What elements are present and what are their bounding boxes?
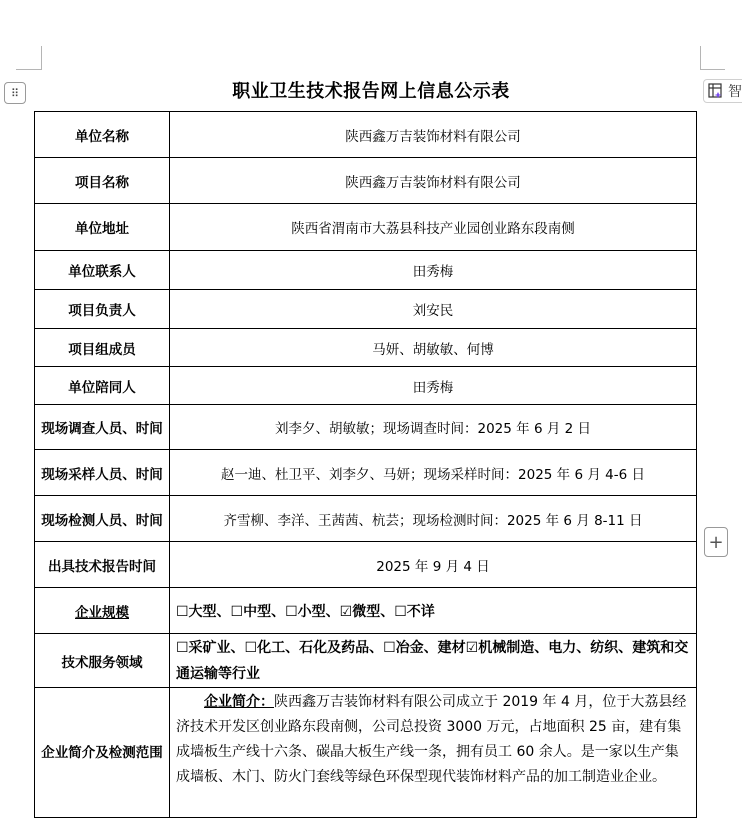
row-label: 项目组成员: [35, 329, 170, 367]
info-table: [34, 111, 697, 818]
page-corner-mark: [700, 69, 725, 70]
row-label: 单位陪同人: [35, 367, 170, 405]
enterprise-intro[interactable]: [170, 688, 697, 818]
row-value[interactable]: 赵一迪、杜卫平、刘李夕、马妍；现场采样时间：2025 年 6 月 4-6 日: [170, 450, 697, 496]
table-row: [35, 367, 697, 405]
drag-dots-icon: ⠿: [10, 86, 20, 100]
page-corner-mark: [16, 69, 41, 70]
row-value[interactable]: 刘安民: [170, 290, 697, 329]
row-label: 技术服务领域: [35, 634, 170, 688]
row-label: 出具技术报告时间: [35, 542, 170, 588]
row-value[interactable]: 陕西鑫万吉装饰材料有限公司: [170, 112, 697, 158]
row-label-text: 企业规模: [75, 604, 129, 621]
table-row: [35, 496, 697, 542]
row-label: 现场调查人员、时间: [35, 405, 170, 450]
table-row: [35, 112, 697, 158]
table-row: [35, 634, 697, 688]
row-label: 单位地址: [35, 204, 170, 251]
row-value[interactable]: 陕西鑫万吉装饰材料有限公司: [170, 158, 697, 204]
table-row: [35, 251, 697, 290]
enterprise-scale-options[interactable]: ☐大型、☐中型、☐小型、☑微型、☐不详: [170, 588, 697, 634]
row-value[interactable]: 马妍、胡敏敏、何博: [170, 329, 697, 367]
row-label-text: 企业简介及检测范围: [41, 744, 163, 761]
table-row: [35, 405, 697, 450]
table-row: [35, 158, 697, 204]
row-value[interactable]: 田秀梅: [170, 367, 697, 405]
row-value[interactable]: 刘李夕、胡敏敏；现场调查时间：2025 年 6 月 2 日: [170, 405, 697, 450]
table-row: [35, 688, 697, 818]
row-label: 单位名称: [35, 112, 170, 158]
row-value[interactable]: 田秀梅: [170, 251, 697, 290]
row-label: 现场采样人员、时间: [35, 450, 170, 496]
page-corner-mark: [41, 46, 42, 70]
table-row: [35, 329, 697, 367]
row-label: 单位联系人: [35, 251, 170, 290]
row-value[interactable]: 2025 年 9 月 4 日: [170, 542, 697, 588]
row-label: 现场检测人员、时间: [35, 496, 170, 542]
row-label: 项目负责人: [35, 290, 170, 329]
intro-lead: 企业简介：: [204, 694, 274, 710]
row-value[interactable]: 齐雪柳、李洋、王茜茜、杭芸；现场检测时间：2025 年 6 月 8-11 日: [170, 496, 697, 542]
row-label: [35, 588, 170, 634]
table-row: [35, 588, 697, 634]
table-row: [35, 450, 697, 496]
intro-text: 陕西鑫万吉装饰材料有限公司成立于 2019 年 4 月，位于大荔县经济技术开发区创业路东段南侧，公司总投资 3000 万元，占地面积 25 亩，建有集成墙板生产线十六条、碳晶大板生产线一条，拥有员工 60 余人。是一家以生产集成墙板、木门、防火门套线等绿色环保型现代装饰材料产品的加工制造业企业。: [176, 694, 687, 785]
table-row: [35, 542, 697, 588]
table-row: [35, 204, 697, 251]
row-label: 项目名称: [35, 158, 170, 204]
table-row: [35, 290, 697, 329]
smart-button-label: 智: [728, 84, 742, 100]
page-corner-mark: [700, 46, 701, 70]
add-row-button[interactable]: [704, 527, 728, 557]
document-title: 职业卫生技术报告网上信息公示表: [232, 81, 510, 102]
service-field-options[interactable]: ☐采矿业、☐化工、石化及药品、☐冶金、建材☑机械制造、电力、纺织、建筑和交通运输等行业: [170, 634, 697, 688]
row-label: [35, 688, 170, 818]
plus-icon: +: [708, 531, 724, 553]
row-value[interactable]: 陕西省渭南市大荔县科技产业园创业路东段南侧: [170, 204, 697, 251]
